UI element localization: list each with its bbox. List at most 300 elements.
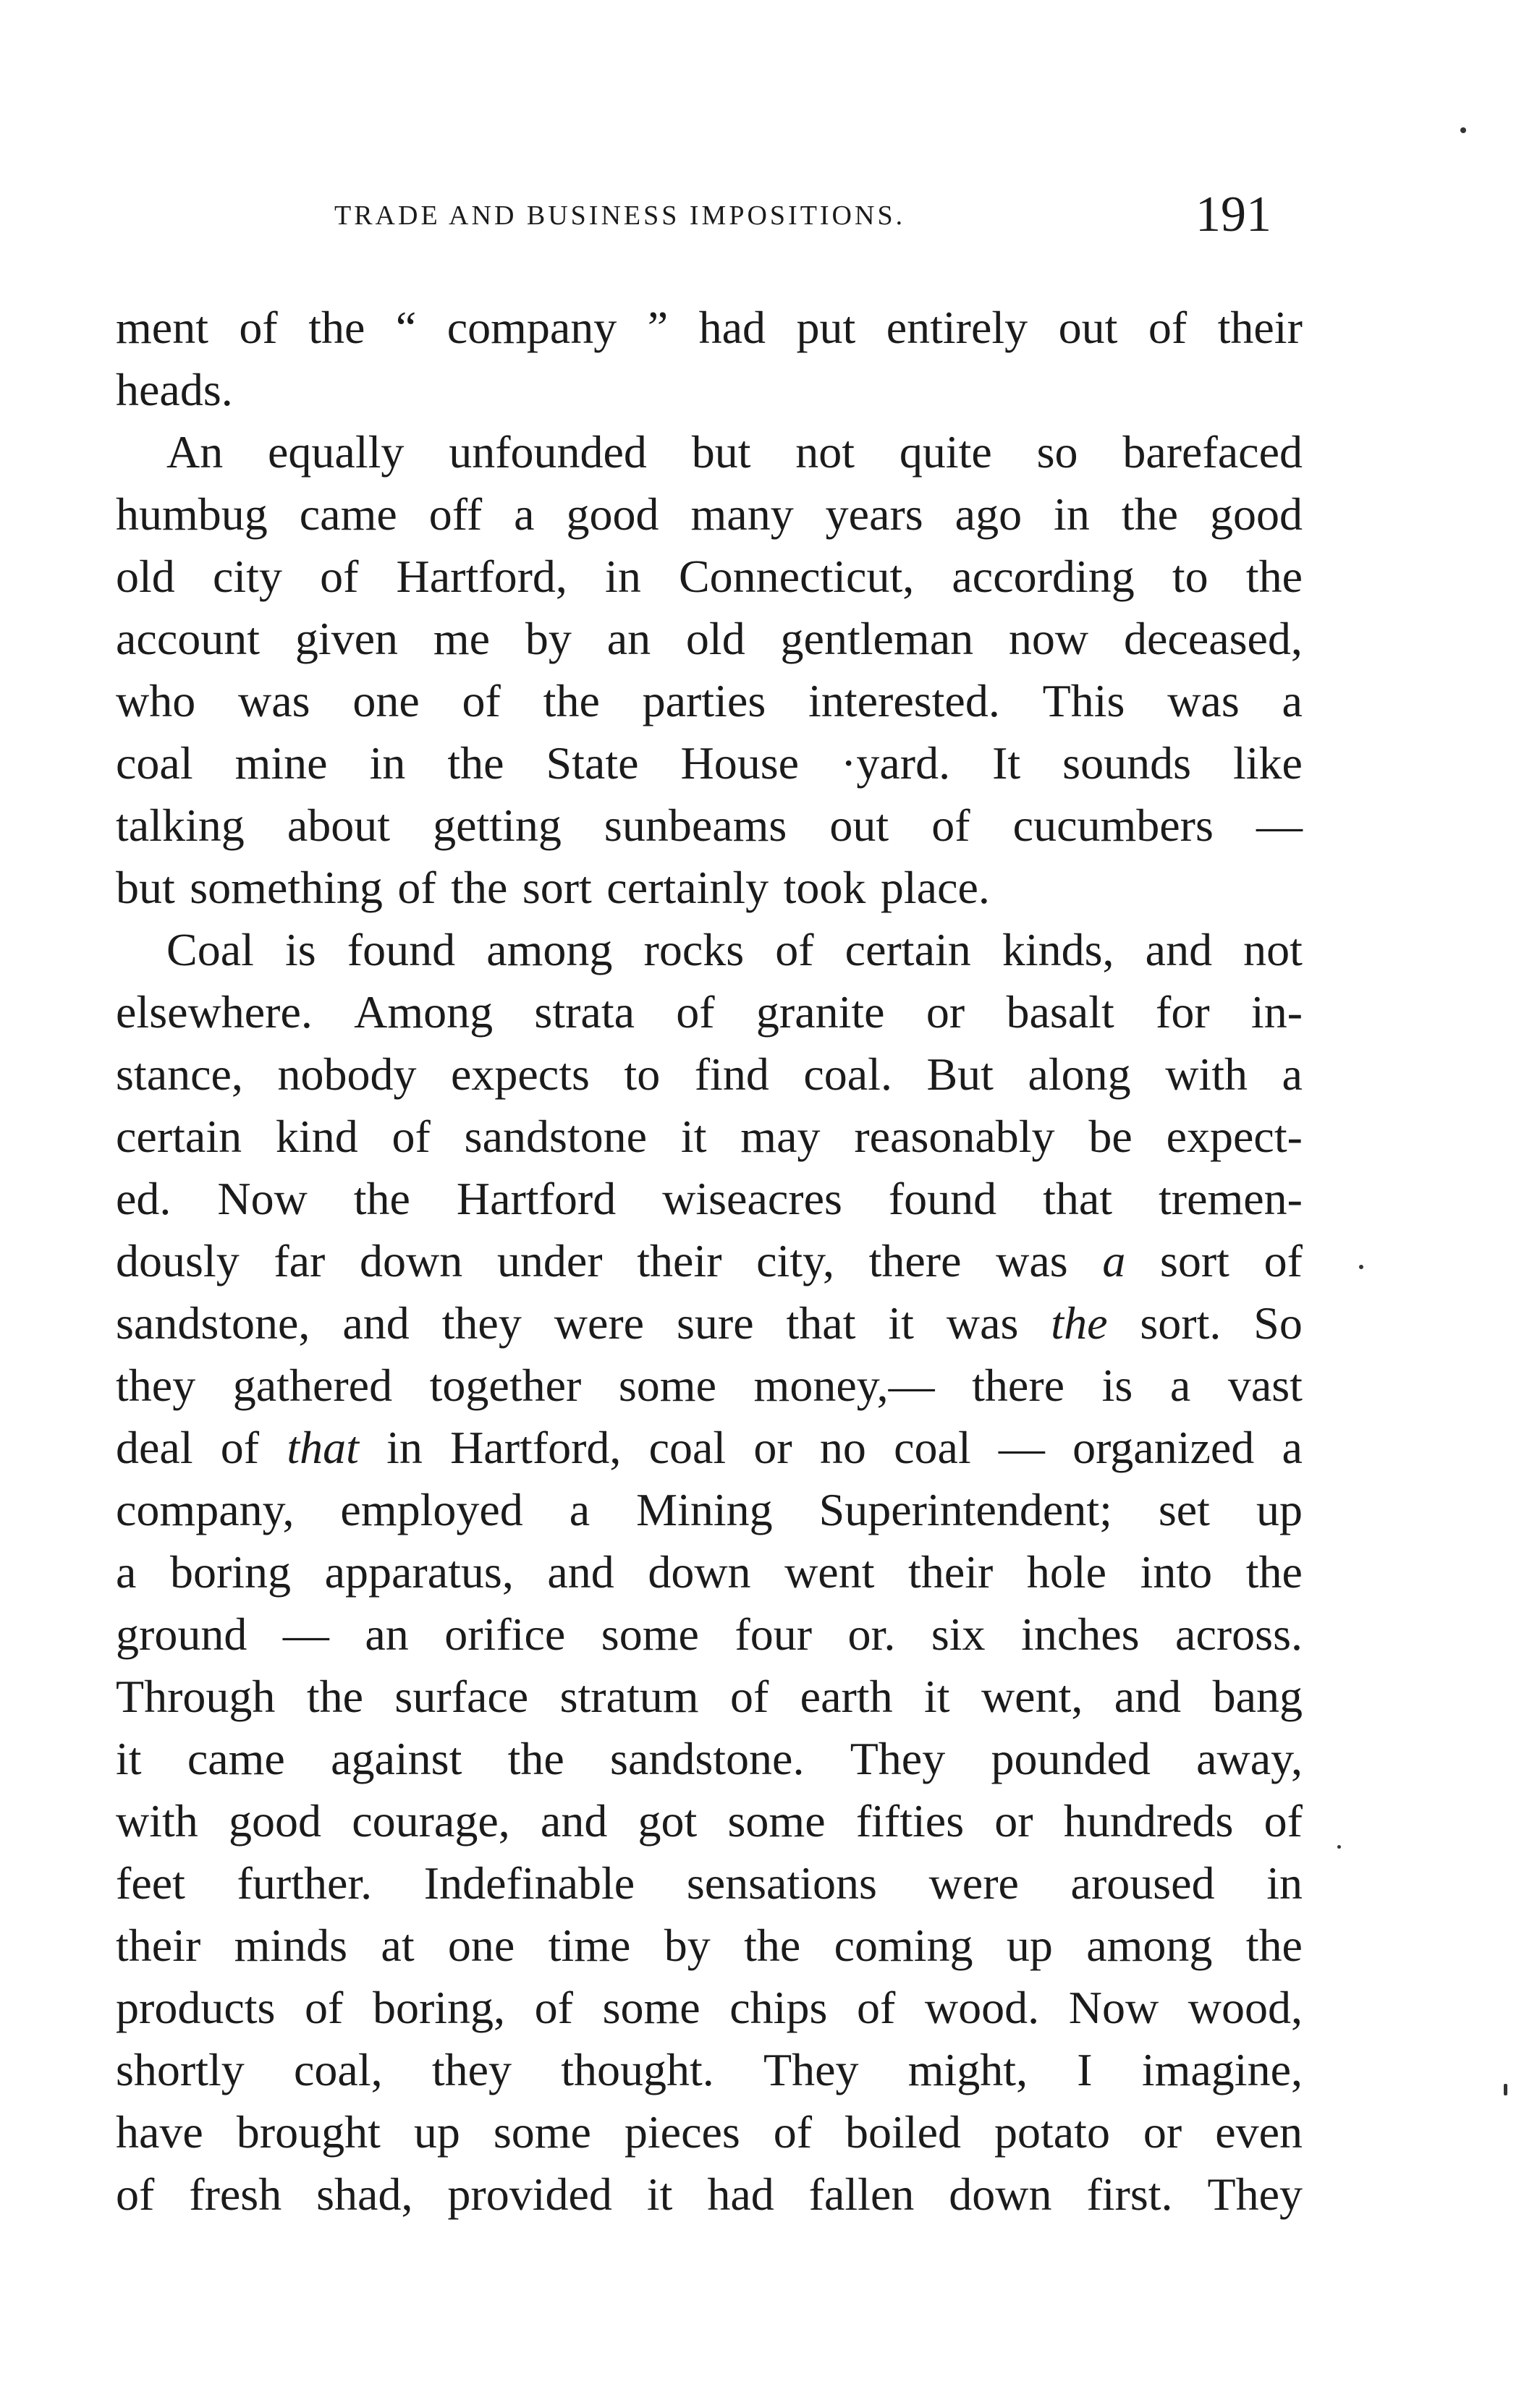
word: Connecticut, <box>678 551 915 602</box>
word: I <box>1077 2044 1093 2095</box>
word: products <box>116 1982 276 2033</box>
word: away, <box>1196 1733 1303 1784</box>
word: certain <box>844 924 971 975</box>
word: old <box>685 613 745 664</box>
word: This <box>1042 675 1125 726</box>
word: quite <box>899 426 992 478</box>
word: nobody <box>277 1048 417 1100</box>
word: some <box>618 1360 716 1411</box>
word: shad, <box>316 2169 413 2220</box>
word: employed <box>340 1484 523 1535</box>
word: Mining <box>636 1484 773 1535</box>
word: further. <box>237 1857 373 1909</box>
word: with <box>1165 1048 1248 1100</box>
text-line <box>116 732 1303 794</box>
word: the <box>447 737 504 789</box>
word: not <box>795 426 855 478</box>
word: was <box>1167 675 1240 726</box>
word: some <box>727 1795 826 1847</box>
word: far <box>274 1235 326 1286</box>
text-line <box>116 2163 1303 2226</box>
word: organized <box>1072 1422 1255 1473</box>
word: they <box>116 1360 196 1411</box>
word: an <box>606 613 651 664</box>
word: but <box>116 862 175 913</box>
text-line <box>116 2039 1303 2101</box>
word: of <box>775 924 814 975</box>
word: ago <box>954 488 1023 540</box>
word: four <box>735 1608 813 1660</box>
word: was <box>946 1297 1019 1349</box>
word: basalt <box>1006 986 1114 1038</box>
word: have <box>116 2106 203 2158</box>
word: wood. <box>924 1982 1040 2033</box>
text-line <box>116 1790 1303 1852</box>
word: of <box>391 1111 431 1162</box>
word: talking <box>116 800 245 851</box>
word: of <box>1263 1795 1303 1847</box>
word: They <box>850 1733 946 1784</box>
word: of <box>534 1982 573 2033</box>
word: found <box>888 1173 997 1224</box>
word: ground <box>116 1608 247 1660</box>
running-head <box>0 187 1524 245</box>
word: orifice <box>444 1608 566 1660</box>
word: of <box>320 551 359 602</box>
word: aroused <box>1070 1857 1215 1909</box>
word: down <box>648 1546 751 1598</box>
word: It <box>992 737 1021 789</box>
body-text <box>116 297 1303 2226</box>
text-line <box>116 608 1303 670</box>
word: bang <box>1212 1671 1303 1722</box>
word: Now <box>217 1173 308 1224</box>
text-line <box>116 1915 1303 1977</box>
word: Now <box>1068 1982 1159 2033</box>
word: of <box>676 986 715 1038</box>
word: under <box>496 1235 603 1286</box>
word: to <box>1172 551 1208 602</box>
word: up <box>1256 1484 1303 1535</box>
word: like <box>1232 737 1303 789</box>
word: Hartford, <box>450 1422 622 1473</box>
word: or. <box>847 1608 896 1660</box>
word: money,— <box>753 1360 935 1411</box>
word: sounds <box>1062 737 1191 789</box>
word: many <box>690 488 794 540</box>
word: minds <box>234 1920 348 1971</box>
text-line <box>116 1852 1303 1915</box>
word: of <box>856 1982 896 2033</box>
word: fallen <box>808 2169 915 2220</box>
word: went, <box>981 1671 1083 1722</box>
word: humbug <box>116 488 268 540</box>
word: by <box>664 1920 711 1971</box>
word: brought <box>236 2106 381 2158</box>
word: a <box>514 488 535 540</box>
word: me <box>433 613 491 664</box>
word: in <box>605 551 641 602</box>
word: — <box>1256 800 1303 851</box>
word: find <box>694 1048 769 1100</box>
word: of <box>397 862 436 913</box>
word: deceased, <box>1123 613 1303 664</box>
word: took <box>783 862 866 913</box>
word: got <box>638 1795 698 1847</box>
word: account <box>116 613 260 664</box>
word: good <box>566 488 659 540</box>
word: sort <box>522 862 592 913</box>
word: it <box>680 1111 707 1162</box>
word: of <box>1263 1235 1303 1286</box>
word: — <box>998 1422 1045 1473</box>
word: of <box>239 302 278 353</box>
word: coal, <box>294 2044 383 2095</box>
word: now <box>1008 613 1089 664</box>
word: But <box>926 1048 994 1100</box>
word: against <box>331 1733 462 1784</box>
word: unfounded <box>449 426 647 478</box>
word: in <box>386 1422 423 1473</box>
word: no <box>819 1422 866 1473</box>
word: good <box>1209 488 1303 540</box>
word: imagine, <box>1141 2044 1303 2095</box>
word: the <box>451 862 508 913</box>
word: of <box>220 1422 260 1473</box>
word: wiseacres <box>662 1173 842 1224</box>
word: that <box>786 1297 856 1349</box>
word: the <box>353 1173 410 1224</box>
word: fresh <box>189 2169 282 2220</box>
word: potato <box>994 2106 1110 2158</box>
word: they <box>431 2044 512 2095</box>
text-line <box>116 1043 1303 1106</box>
word: years <box>825 488 923 540</box>
word: interested. <box>808 675 1000 726</box>
word: that <box>287 1422 359 1473</box>
word: even <box>1215 2106 1303 2158</box>
word: be <box>1088 1111 1133 1162</box>
word: across. <box>1175 1608 1303 1660</box>
word: some <box>601 1608 699 1660</box>
word: and <box>342 1297 410 1349</box>
word: might, <box>907 2044 1028 2095</box>
scan-speck <box>1460 127 1466 133</box>
word: among <box>486 924 613 975</box>
word: inches <box>1021 1608 1140 1660</box>
word: expect- <box>1166 1111 1303 1162</box>
word: given <box>295 613 399 664</box>
word: chips <box>729 1982 828 2033</box>
word: They <box>1207 2169 1303 2220</box>
word: sandstone <box>464 1111 648 1162</box>
word: the <box>1245 551 1303 602</box>
word: to <box>624 1048 661 1100</box>
word: a <box>1102 1235 1126 1286</box>
word: granite <box>755 986 885 1038</box>
word: but <box>691 426 751 478</box>
word: had <box>698 302 766 353</box>
text-line <box>116 1728 1303 1790</box>
word: sunbeams <box>604 800 787 851</box>
word: a <box>1282 1422 1303 1473</box>
word: their <box>908 1546 994 1598</box>
word: came <box>187 1733 285 1784</box>
word: sensations <box>686 1857 877 1909</box>
word: for <box>1156 986 1210 1038</box>
word: barefaced <box>1122 426 1303 478</box>
word: six <box>931 1608 986 1660</box>
text-line <box>116 1541 1303 1603</box>
word: down <box>360 1235 463 1286</box>
word: elsewhere. <box>116 986 313 1038</box>
word: it <box>923 1671 950 1722</box>
word: and <box>540 1795 608 1847</box>
word: ed. <box>116 1173 172 1224</box>
text-line <box>116 981 1303 1043</box>
word: provided <box>447 2169 612 2220</box>
word: in <box>1266 1857 1303 1909</box>
word: feet <box>116 1857 185 1909</box>
word: at <box>381 1920 415 1971</box>
word: it <box>888 1297 914 1349</box>
word: sure <box>676 1297 754 1349</box>
word: was <box>238 675 310 726</box>
word: or <box>753 1422 792 1473</box>
word: deal <box>116 1422 193 1473</box>
word: earth <box>800 1671 893 1722</box>
word: Among <box>354 986 494 1038</box>
word: boiled <box>845 2106 961 2158</box>
word: certain <box>116 1111 242 1162</box>
word: or <box>926 986 965 1038</box>
word: by <box>525 613 572 664</box>
word: one <box>447 1920 515 1971</box>
word: An <box>166 426 224 478</box>
word: of <box>305 1982 344 2033</box>
word: time <box>548 1920 631 1971</box>
word: place. <box>880 862 990 913</box>
word: in- <box>1250 986 1303 1038</box>
word: that <box>1043 1173 1113 1224</box>
word: about <box>287 800 391 851</box>
word: courage, <box>352 1795 510 1847</box>
word: sandstone. <box>610 1733 805 1784</box>
word: the <box>1245 1546 1303 1598</box>
word: surface <box>394 1671 529 1722</box>
text-line <box>116 1666 1303 1728</box>
word: there <box>868 1235 962 1286</box>
word: Through <box>116 1671 276 1722</box>
word: parties <box>642 675 766 726</box>
word: a <box>1282 675 1303 726</box>
text-line <box>116 1230 1303 1292</box>
word: had <box>707 2169 774 2220</box>
word: the <box>507 1733 564 1784</box>
scan-speck <box>1504 2084 1507 2095</box>
word: rocks <box>643 924 745 975</box>
word: cucumbers <box>1012 800 1214 851</box>
word: equally <box>268 426 405 478</box>
word: So <box>1253 1297 1303 1349</box>
word: the <box>306 1671 363 1722</box>
word: company <box>446 302 617 353</box>
word: their <box>637 1235 722 1286</box>
word: reasonably <box>854 1111 1055 1162</box>
word: they <box>441 1297 522 1349</box>
word: fifties <box>855 1795 965 1847</box>
word: up <box>413 2106 460 2158</box>
word: some <box>602 1982 700 2033</box>
text-line <box>116 297 1303 359</box>
word: kind <box>275 1111 358 1162</box>
word: city, <box>756 1235 834 1286</box>
word: with <box>116 1795 198 1847</box>
word: kinds, <box>1002 924 1114 975</box>
word: the <box>1121 488 1178 540</box>
word: a <box>1282 1048 1303 1100</box>
word: coal <box>116 737 193 789</box>
word: the <box>543 675 600 726</box>
word: Hartford <box>456 1173 617 1224</box>
word: and <box>1145 924 1213 975</box>
word: entirely <box>886 302 1028 353</box>
word: — <box>282 1608 329 1660</box>
word: sandstone, <box>116 1297 310 1349</box>
word: heads. <box>116 364 233 415</box>
word: gentleman <box>780 613 974 664</box>
word: sort. <box>1140 1297 1222 1349</box>
word: certainly <box>606 862 769 913</box>
text-line <box>116 1479 1303 1541</box>
text-line <box>116 359 1303 421</box>
word: according <box>952 551 1135 602</box>
word: stratum <box>559 1671 699 1722</box>
word: something <box>190 862 383 913</box>
word: stance, <box>116 1048 243 1100</box>
word: a <box>569 1484 590 1535</box>
word: tremen- <box>1158 1173 1303 1224</box>
word: their <box>116 1920 201 1971</box>
text-line <box>116 1292 1303 1354</box>
word: along <box>1028 1048 1131 1100</box>
word: shortly <box>116 2044 245 2095</box>
text-line <box>116 546 1303 608</box>
word: apparatus, <box>324 1546 514 1598</box>
word: getting <box>433 800 562 851</box>
word: mine <box>234 737 328 789</box>
running-title: TRADE AND BUSINESS IMPOSITIONS. <box>334 200 906 231</box>
word: sort <box>1159 1235 1229 1286</box>
word: dously <box>116 1235 240 1286</box>
word: of <box>729 1671 769 1722</box>
scan-speck <box>1337 1845 1341 1849</box>
word: in <box>1054 488 1090 540</box>
word: was <box>996 1235 1068 1286</box>
word: the <box>308 302 365 353</box>
word: the <box>744 1920 801 1971</box>
word: it <box>646 2169 673 2220</box>
text-line <box>116 1106 1303 1168</box>
word: there <box>972 1360 1065 1411</box>
word: boring, <box>372 1982 506 2033</box>
word: Superintendent; <box>818 1484 1112 1535</box>
word: together <box>429 1360 582 1411</box>
word: gathered <box>232 1360 393 1411</box>
word: Indefinable <box>423 1857 635 1909</box>
word: hundreds <box>1063 1795 1234 1847</box>
text-line <box>116 1977 1303 2039</box>
scan-speck <box>1359 1265 1363 1269</box>
word: who <box>116 675 196 726</box>
word: They <box>763 2044 859 2095</box>
word: down <box>949 2169 1052 2220</box>
word: one <box>352 675 420 726</box>
word: or <box>994 1795 1033 1847</box>
word: a <box>1169 1360 1191 1411</box>
text-line <box>116 483 1303 546</box>
word: so <box>1036 426 1078 478</box>
word: pieces <box>624 2106 740 2158</box>
word: strata <box>534 986 635 1038</box>
word: the <box>1245 1920 1303 1971</box>
word: into <box>1140 1546 1213 1598</box>
word: is <box>1101 1360 1133 1411</box>
text-line <box>116 1354 1303 1417</box>
text-line <box>116 1168 1303 1230</box>
word: coming <box>834 1920 973 1971</box>
word: Coal <box>166 924 254 975</box>
word: put <box>796 302 856 353</box>
word: is <box>284 924 316 975</box>
word: of <box>773 2106 813 2158</box>
word: it <box>116 1733 142 1784</box>
word: and <box>1114 1671 1182 1722</box>
word: their <box>1217 302 1303 353</box>
word: were <box>928 1857 1019 1909</box>
word: good <box>228 1795 321 1847</box>
word: ment <box>116 302 208 353</box>
word: found <box>347 924 456 975</box>
word: of <box>462 675 501 726</box>
word: Hartford, <box>396 551 567 602</box>
word: the <box>1051 1297 1108 1349</box>
word: were <box>554 1297 645 1349</box>
word: not <box>1243 924 1303 975</box>
word: city <box>212 551 282 602</box>
word: of <box>1148 302 1188 353</box>
word: coal <box>894 1422 971 1473</box>
word: “ <box>395 302 417 353</box>
text-line <box>116 794 1303 857</box>
word: boring <box>169 1546 292 1598</box>
text-line <box>116 2101 1303 2163</box>
word: coal. <box>803 1048 892 1100</box>
word: company, <box>116 1484 295 1535</box>
word: ” <box>647 302 669 353</box>
word: may <box>740 1111 821 1162</box>
word: some <box>493 2106 591 2158</box>
word: House <box>680 737 800 789</box>
word: went <box>784 1546 875 1598</box>
word: thought. <box>561 2044 714 2095</box>
word: of <box>931 800 970 851</box>
word: old <box>116 551 175 602</box>
word: pounded <box>991 1733 1151 1784</box>
word: hole <box>1026 1546 1107 1598</box>
word: State <box>546 737 639 789</box>
word: off <box>428 488 483 540</box>
